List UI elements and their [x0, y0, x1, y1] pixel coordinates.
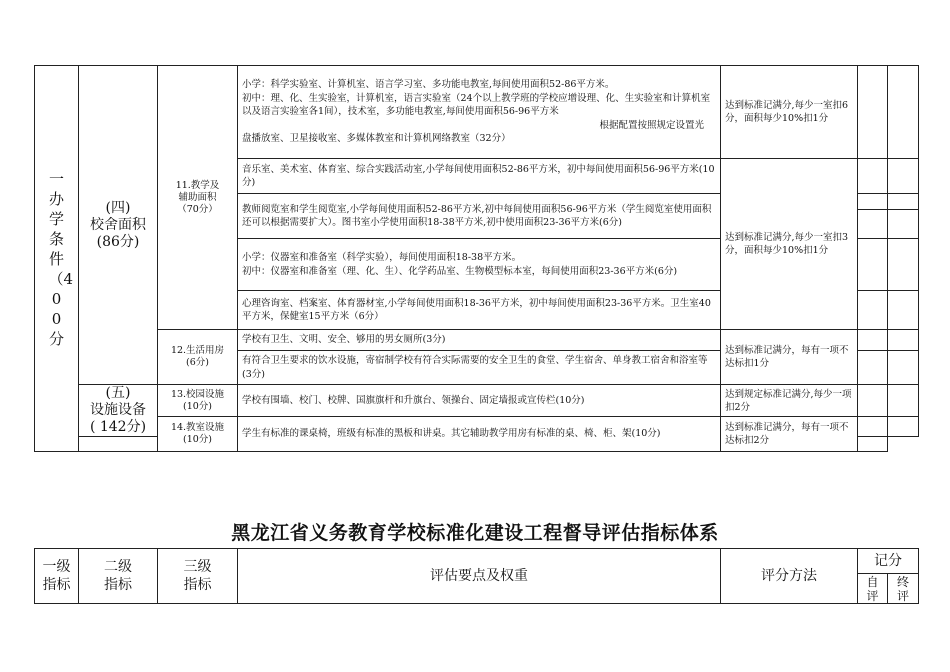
item12-label: 12.生活用房(6分)	[170, 345, 225, 368]
method-5-text: 达到标准记满分，每有一项不达标扣2分	[725, 422, 849, 446]
point-11a	[238, 66, 721, 159]
document-title: 黑龙江省义务教育学校标准化建设工程督导评估指标体系	[231, 522, 719, 544]
final-score-cell[interactable]	[888, 66, 919, 159]
point-12b-text: 有符合卫生要求的饮水设施，寄宿制学校有符合实际需要的安全卫生的食堂、学生宿舍、单身教工宿舍和浴室等(3分)	[242, 355, 708, 380]
point-11e	[238, 291, 721, 330]
point-13	[238, 385, 721, 417]
item12-cell	[158, 330, 238, 385]
point-14-text: 学生有标准的课桌椅，班级有标准的黑板和讲桌。其它辅助教学用房有标准的桌、椅、柜、架(10分)	[242, 428, 661, 440]
final-score-cell[interactable]	[888, 291, 919, 330]
self-score-cell[interactable]	[858, 239, 888, 291]
header-method-text: 评分方法	[761, 568, 817, 584]
point-11a-tail2: 盘播放室、卫星接收室、多媒体教室和计算机网络教室（32分）	[242, 133, 511, 145]
header-method	[721, 549, 858, 604]
point-11b-text: 音乐室、美术室、体育室、综合实践活动室,小学每间使用面积52-86平方米，初中每间使用面积56-96平方米(10分)	[242, 163, 715, 188]
level2-cell-section4	[79, 66, 158, 385]
item11-cell	[158, 66, 238, 330]
point-13-text: 学校有围墙、校门、校牌、国旗旗杆和升旗台、领操台、固定墙报或宣传栏(10分)	[242, 394, 585, 406]
final-score-cell[interactable]	[888, 210, 919, 239]
indicator-table-header	[34, 548, 919, 604]
level2-cell-section5	[79, 385, 158, 437]
header-self-text: 自评	[866, 574, 879, 603]
header-final-text: 终评	[897, 574, 910, 603]
point-11a-tail: 根据配置按照规定设置光	[599, 119, 704, 131]
method-2-text: 达到标准记满分,每少一室扣3分，面积每少10%扣1分	[725, 232, 849, 256]
header-points	[238, 549, 721, 604]
point-12b	[238, 351, 721, 385]
final-score-cell[interactable]	[888, 159, 919, 194]
method-4-text: 达到规定标准记满分,每少一项扣2分	[725, 388, 852, 413]
section5-label: (五)	[105, 385, 131, 401]
indicator-table-continued	[34, 65, 919, 452]
header-points-text: 评估要点及权重	[430, 568, 528, 584]
item14-cell	[158, 417, 238, 452]
self-score-cell[interactable]	[858, 351, 888, 385]
point-11d-text: 小学：仪器室和准备室（科学实验），每间使用面积18-38平方米。 初中：仪器室和准备室（理、化、生）、化学药品室、生物模型标本室，每间使用面积23-36平方米(6分)	[242, 252, 678, 277]
point-11c-text: 教师阅览室和学生阅览室,小学每间使用面积52-86平方米,初中每间使用面积56-96平方米（学生阅览室使用面积还可以根据需要扩大）。图书室小学使用面积18-38平方米,初中使用面积23-36平方米(6分)	[242, 203, 712, 228]
self-score-cell[interactable]	[858, 385, 888, 417]
point-11e-text: 心理咨询室、档案室、体育器材室,小学每间使用面积18-36平方米，初中每间使用面积23-36平方米。卫生室40平方米，保健室15平方米（6分）	[242, 297, 711, 322]
point-14	[238, 417, 721, 452]
item13-label: 13.校园设施(10分)	[170, 388, 225, 412]
method-1	[721, 66, 858, 159]
point-11d	[238, 239, 721, 291]
item11-label: 11.教学及辅助面积（70分）	[175, 179, 220, 215]
level1-cell	[35, 66, 79, 452]
section5-score: ( 142分)	[89, 419, 147, 435]
header-score-text: 记分	[874, 553, 902, 569]
section4-score: (86分)	[96, 233, 140, 250]
header-level3	[158, 549, 238, 604]
method-3-text: 达到标准记满分，每有一项不达标扣1分	[725, 345, 849, 369]
header-level2	[79, 549, 158, 604]
self-score-cell[interactable]	[858, 159, 888, 194]
final-score-cell[interactable]	[888, 239, 919, 291]
final-score-cell[interactable]	[888, 385, 919, 417]
header-level2-text: 二级指标	[104, 559, 132, 593]
header-final	[888, 574, 919, 604]
header-self	[858, 574, 888, 604]
self-score-cell[interactable]	[858, 210, 888, 239]
point-11c	[238, 194, 721, 239]
self-score-cell[interactable]	[858, 291, 888, 330]
level1-text: 一办学条件（400分	[48, 169, 74, 348]
header-score	[858, 549, 919, 574]
self-score-cell[interactable]	[79, 437, 158, 452]
method-3	[721, 330, 858, 385]
item14-label: 14.教室设施(10分)	[170, 422, 225, 445]
header-level1-text: 一级指标	[42, 559, 71, 593]
final-score-cell[interactable]	[858, 437, 888, 452]
header-level1	[35, 549, 79, 604]
final-score-cell[interactable]	[888, 417, 919, 437]
point-12a-text: 学校有卫生、文明、安全、够用的男女厕所(3分)	[242, 334, 446, 346]
method-4	[721, 385, 858, 417]
final-score-cell[interactable]	[888, 194, 919, 210]
method-5	[721, 417, 858, 452]
self-score-cell[interactable]	[858, 194, 888, 210]
self-score-cell[interactable]	[858, 66, 888, 159]
final-score-cell[interactable]	[888, 330, 919, 351]
self-score-cell[interactable]	[858, 417, 888, 437]
section4-label: (四)	[105, 199, 131, 216]
self-score-cell[interactable]	[858, 330, 888, 351]
item13-cell	[158, 385, 238, 417]
point-11a-text: 小学：科学实验室、计算机室、语言学习室、多功能电教室,每间使用面积52-86平方米。 初中：理、化、生实验室，计算机室，语言实验室（24个以上教学班的学校应增设理、化、生实验室和计算机室以及语言实验室各1间），技术室，多功能电教室,每间使用面积56-96平方米	[242, 79, 711, 118]
method-2	[721, 159, 858, 330]
final-score-cell[interactable]	[888, 351, 919, 385]
point-12a	[238, 330, 721, 351]
method-1-text: 达到标准记满分,每少一室扣6分，面积每少10%扣1分	[725, 100, 849, 124]
section5-title: 设施设备	[90, 402, 146, 418]
point-11b	[238, 159, 721, 194]
header-level3-text: 三级指标	[183, 559, 212, 593]
section4-title: 校舍面积	[90, 216, 146, 233]
